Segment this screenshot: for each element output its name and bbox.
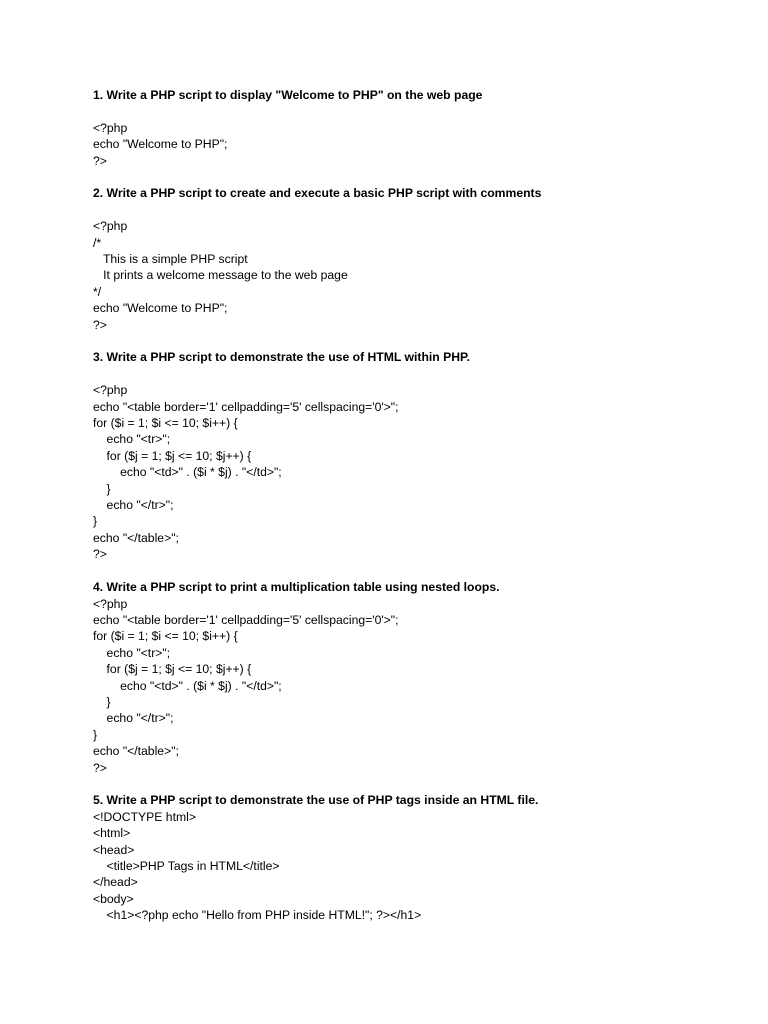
code-block: <!DOCTYPE html> <html> <head> <title>PHP Tags in HTML</title> </head> <body> <h1><?php echo "Hello from PHP inside HTML!"; ?></h1>	[93, 809, 422, 923]
question-heading: 3. Write a PHP script to demonstrate the use of HTML within PHP.	[93, 350, 470, 365]
code-block: <?php echo "<table border='1' cellpadding='5' cellspacing='0'>"; for ($i = 1; $i <= 10; $i++) { echo "<tr>"; for ($j = 1; $j <= 10; $j++) { echo "<td>" . ($i * $j) . "</td>"; } echo "</tr>"; } echo "</table>"; ?>	[93, 383, 399, 562]
question-1	[93, 87, 733, 169]
code-block: <?php echo "Welcome to PHP"; ?>	[93, 120, 228, 168]
document-content	[93, 87, 733, 924]
question-heading: 2. Write a PHP script to create and execute a basic PHP script with comments	[93, 186, 542, 201]
question-4	[93, 579, 733, 776]
code-block: <?php /* This is a simple PHP script It prints a welcome message to the web page */ echo "Welcome to PHP"; ?>	[93, 219, 348, 332]
code-block: <?php echo "<table border='1' cellpadding='5' cellspacing='0'>"; for ($i = 1; $i <= 10; $i++) { echo "<tr>"; for ($j = 1; $j <= 10; $j++) { echo "<td>" . ($i * $j) . "</td>"; } echo "</tr>"; } echo "</table>"; ?>	[93, 596, 399, 775]
question-heading: 1. Write a PHP script to display "Welcome to PHP" on the web page	[93, 88, 483, 102]
question-heading: 5. Write a PHP script to demonstrate the use of PHP tags inside an HTML file.	[93, 793, 539, 808]
question-heading: 4. Write a PHP script to print a multiplication table using nested loops.	[93, 580, 500, 595]
question-5	[93, 792, 733, 923]
question-3	[93, 349, 733, 562]
question-2	[93, 185, 733, 333]
